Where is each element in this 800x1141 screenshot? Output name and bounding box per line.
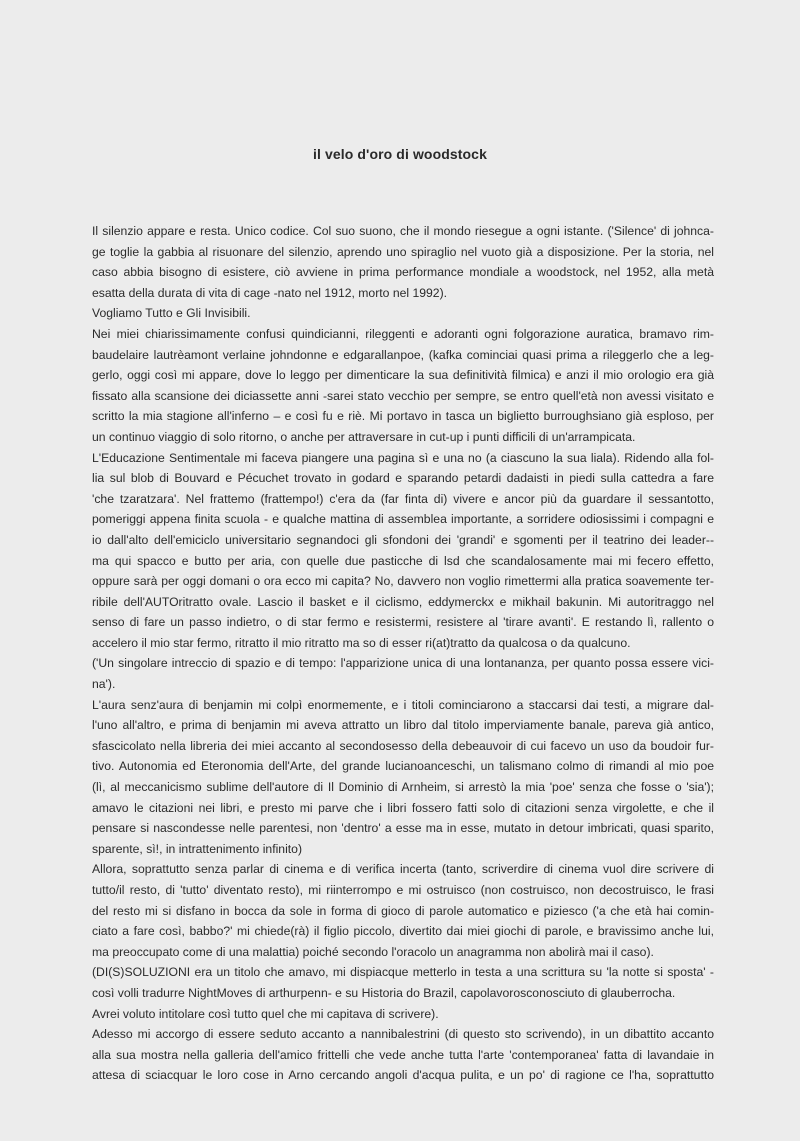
text-line: sparente, sì!, in intrattenimento infinito) [92,841,303,856]
text-line: Allora, soprattutto senza parlar di cinema e di verifica incerta (tanto, scriverdire di cinema vuol dire scrivere di [92,862,714,877]
text-line: esatta della durata di vita di cage -nato nel 1912, morto nel 1992). [92,285,448,300]
text-line: senso di fare un passo indietro, o di star fermo e resistermi, resistere al 'tirare avanti'. E restando lì, rallento o [92,615,714,630]
text-line: alla sua mostra nella galleria dell'amico frittelli che vede anche tutta l'arte 'contemporanea' fatta di lavandaie in [92,1047,714,1062]
text-line: ciato a fare così, babbo?' mi chiede(rà) il figlio piccolo, divertito dai miei giochi di parole, e bravissimo anche lui, [92,924,714,939]
text-line: na'). [92,677,116,692]
text-line: Adesso mi accorgo di essere seduto accanto a nannibalestrini (di questo sto scrivendo), in un dibattito accanto [92,1027,714,1042]
text-line: amavo le citazioni nei libri, e presto mi parve che i libri fossero fatti solo di citazioni senza virgolette, e che il [92,800,714,815]
document-title: il velo d'oro di woodstock [313,146,487,162]
text-line: L'aura senz'aura di benjamin mi colpì enormemente, e i titoli cominciarono a staccarsi dai testi, a migrare dal- [92,697,714,712]
text-line: Vogliamo Tutto e Gli Invisibili. [92,306,251,321]
text-line: io dall'alto dell'emiciclo universitario segnandoci gli sfondoni dei 'grandi' e sgomenti per il teatrino dei leader-- [92,532,714,547]
text-line: tutto/il resto, di 'tutto' diventato resto), mi riinterrompo e mi ostruisco (non costruisco, non decostruisco, le frasi [92,883,714,897]
text-line: Nei miei chiarissimamente confusi quindicianni, rileggenti e adoranti ogni folgorazione auratica, bramavo rim- [92,326,714,341]
text-line: attesa di sciacquar le loro cose in Arno cercando angoli d'acqua pulita, e un po' di ragione ce l'ha, soprattutto [92,1068,714,1083]
text-line: accelero il mio star fermo, ritratto il mio ritratto ma so di esser ri(at)tratto da qualcosa o da qualcuno. [92,635,631,650]
text-line: L'Educazione Sentimentale mi faceva piangere una pagina sì e una no (a ciascuno la sua liala). Ridendo alla fol- [92,450,714,465]
text-line: Avrei voluto intitolare così tutto quel che mi capitava di scrivere). [92,1006,439,1021]
text-line: l'uno all'altro, e prima di benjamin mi aveva attratto un libro dal titolo imperviamente banale, pareva già antico, [92,718,714,733]
text-line: baudelaire lautrèamont verlaine johndonne e edgarallanpoe, (kafka cominciai quasi prima a rileggerlo che a leg- [92,347,714,362]
text-line: fissato alla scansione dei diciassette anni -sarei stato vecchio per sempre, se entro quell'età non avessi visitato e [92,388,714,403]
document-body [92,221,714,1086]
text-line: 'che tzaratzara'. Nel frattemo (frattempo!) c'era da (far finta di) vivere e ancor più da guardare il sessantotto, [92,491,714,506]
text-line: ge toglie la gabbia al risuonare del silenzio, aprendo uno spiraglio nel vuoto già a disposizione. Per la storia, nel [92,244,714,259]
text-line: ma preoccupato come di una malattia) poiché secondo l'oracolo un anagramma non abolirà mai il caso). [92,944,654,959]
text-line: oppure sarà per oggi domani o ora ecco mi capita? No, davvero non voglio rimettermi alla pratica soavemente ter- [92,574,714,589]
text-line: del resto mi si disfano in bocca da sole in forma di gioco di parole automatico e piziesco ('a che età hai comin- [92,903,714,918]
text-line: un continuo viaggio di solo ritorno, o anche per attraversare in cut-up i punti difficili di un'arrampicata. [92,429,636,444]
text-line: ribile dell'AUTOritratto ovale. Lascio il basket e il ciclismo, eddymerckx e mikhail bakunin. Mi autoritraggo nel [92,594,714,609]
text-line: scritto la mia stagione all'inferno – e così fu e riè. Mi portavo in tasca un biglietto burroughsiano già esploso, per [92,409,714,424]
text-line: caso abbia bisogno di esistere, ciò avviene in prima performance mondiale a woodstock, nel 1952, alla metà [92,265,714,280]
text-line: gerlo, oggi così mi appare, dove lo leggo per dimenticare la sua definitività filmica) e anzi il mio orologio era già [92,368,714,383]
text-line: (DI(S)SOLUZIONI era un titolo che amavo, mi dispiacque metterlo in testa a una scrittura su 'la notte si sposta' - [92,965,714,980]
text-line: sfascicolato nella libreria dei miei accanto al secondosesso della debeauvoir di cui facevo un uso da boudoir fur- [92,738,714,753]
text-line: pensare si nascondesse nelle parentesi, non 'dentro' a esse ma in esse, mutato in detour imbricati, quasi sparito, [92,821,714,836]
text-line: ma qui spacco e butto per aria, con quelle due pasticche di lsd che scandalosamente mai mi fecero effetto, [92,553,714,568]
text-line: pomeriggi appena finita scuola - e qualche mattina di assemblea importante, a sorridere odiosissimi i compagni e [92,512,714,527]
text-line: tivo. Autonomia ed Eteronomia dell'Arte, del grande lucianoanceschi, un talismano colmo di rimandi al mio poe [92,759,714,774]
text-line: (lì, al meccanicismo sublime dell'autore di Il Dominio di Arnheim, si arrestò la mia 'poe' senza che fosse o 'sia'); [92,780,714,795]
text-line: ('Un singolare intreccio di spazio e di tempo: l'apparizione unica di una lontananza, per quanto possa essere vici- [92,656,714,671]
text-line: così volli tradurre NightMoves di arthurpenn- e su Historia do Brazil, capolavorosconosciuto di glauberrocha. [92,985,676,1000]
text-line: Il silenzio appare e resta. Unico codice. Col suo suono, che il mondo riesegue a ogni istante. ('Silence' di johnca- [92,224,714,238]
text-line: lia sul blob di Bouvard e Pécuchet trovato in godard e sparando petardi dadaisti in piedi sulla cattedra a fare [92,471,714,486]
